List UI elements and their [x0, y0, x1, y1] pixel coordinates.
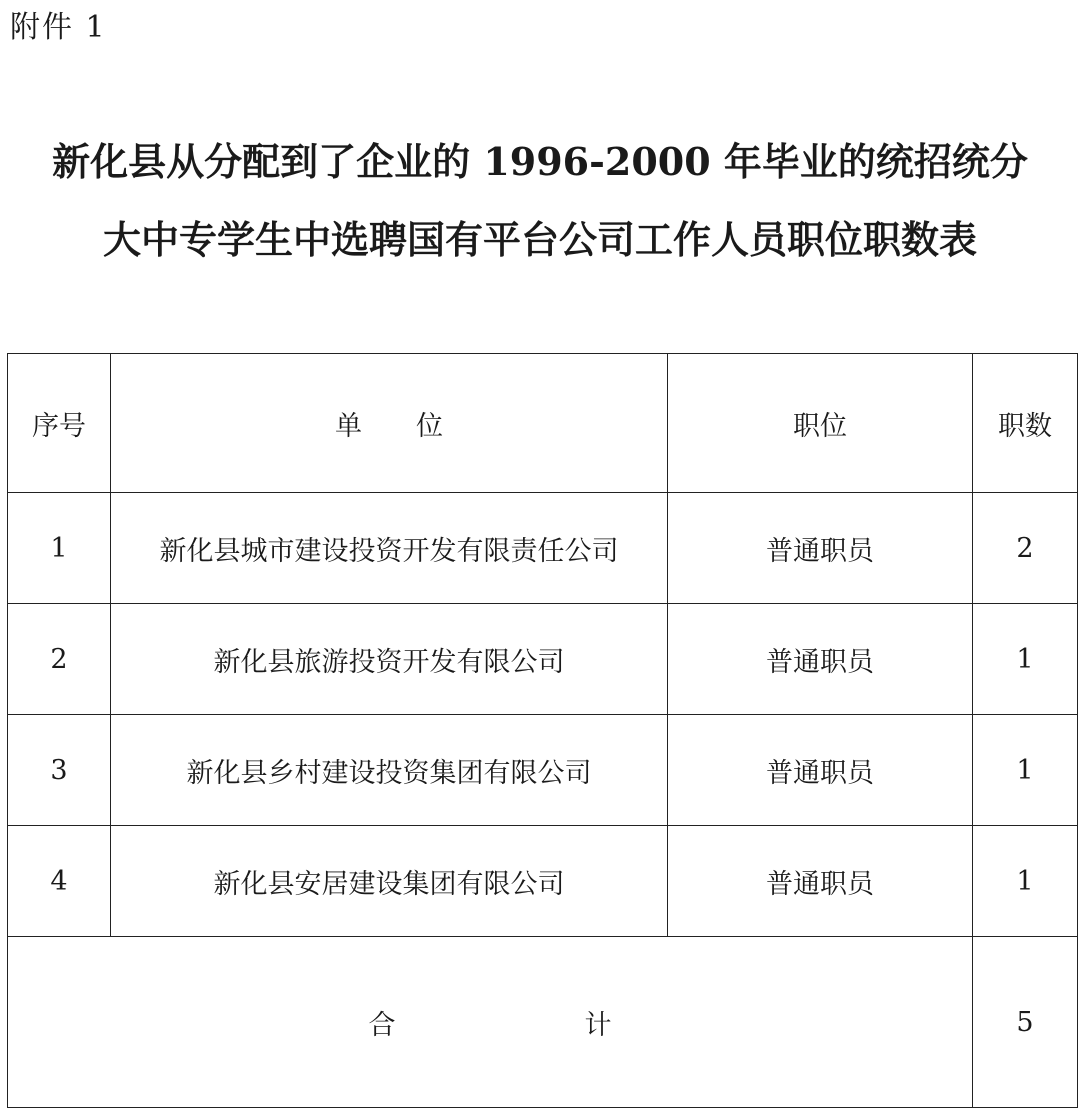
- document-title-line-2: 大中专学生中选聘国有平台公司工作人员职位职数表: [102, 217, 977, 262]
- row-seq: 1: [8, 493, 111, 604]
- row-seq: 4: [8, 826, 111, 937]
- table-header-row: [8, 354, 1078, 493]
- row-unit: 新化县城市建设投资开发有限责任公司: [111, 493, 668, 604]
- row-position: 普通职员: [668, 604, 973, 715]
- table-row: [8, 826, 1078, 937]
- header-unit: 单 位: [111, 354, 668, 493]
- row-seq: 3: [8, 715, 111, 826]
- row-seq: 2: [8, 604, 111, 715]
- table-row: [8, 715, 1078, 826]
- row-position: 普通职员: [668, 493, 973, 604]
- row-unit: 新化县旅游投资开发有限公司: [111, 604, 668, 715]
- positions-table: [7, 353, 1078, 1108]
- table-row: [8, 493, 1078, 604]
- document-title-line-1: 新化县从分配到了企业的 1996-2000 年毕业的统招统分: [52, 139, 1028, 184]
- row-count: 1: [973, 715, 1078, 826]
- header-seq: 序号: [8, 354, 111, 493]
- table-total-row: [8, 937, 1078, 1108]
- row-position: 普通职员: [668, 715, 973, 826]
- row-count: 1: [973, 604, 1078, 715]
- header-position: 职位: [668, 354, 973, 493]
- total-label: 合 计: [8, 937, 973, 1108]
- row-unit: 新化县乡村建设投资集团有限公司: [111, 715, 668, 826]
- row-unit: 新化县安居建设集团有限公司: [111, 826, 668, 937]
- table-row: [8, 604, 1078, 715]
- header-count: 职数: [973, 354, 1078, 493]
- row-count: 1: [973, 826, 1078, 937]
- row-count: 2: [973, 493, 1078, 604]
- attachment-label: 附件 1: [10, 10, 107, 45]
- total-count: 5: [973, 937, 1078, 1108]
- row-position: 普通职员: [668, 826, 973, 937]
